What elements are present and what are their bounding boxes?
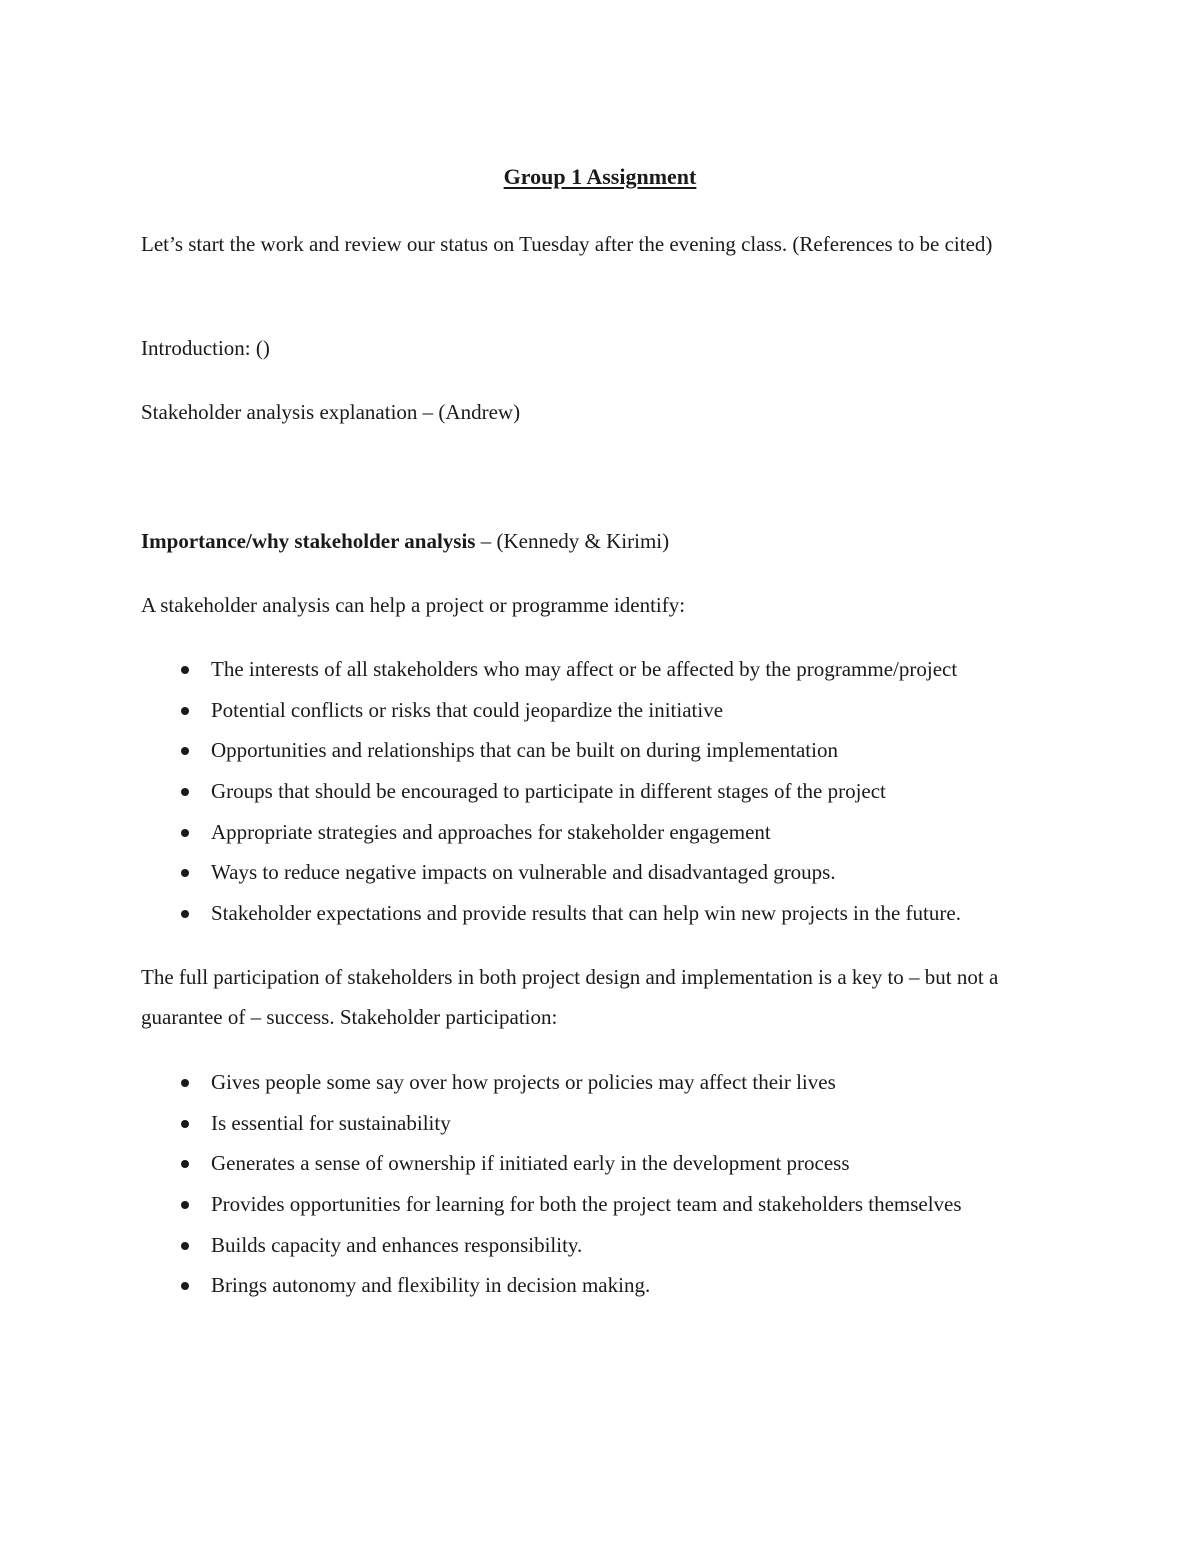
list-item — [141, 1143, 1081, 1184]
bullet-icon — [181, 707, 189, 715]
introduction-line: Introduction: () — [141, 336, 270, 360]
list-item — [141, 649, 1081, 690]
bullet-icon — [181, 829, 189, 837]
bullet-icon — [181, 1282, 189, 1290]
stakeholder-explanation-line: Stakeholder analysis explanation – (Andrew) — [141, 400, 521, 424]
importance-heading: Importance/why stakeholder analysis — [141, 529, 476, 553]
document-title: Group 1 Assignment — [503, 164, 697, 189]
helps-bullet-list — [141, 649, 1081, 934]
bullet-icon — [181, 1079, 189, 1087]
list-item — [141, 1265, 1081, 1306]
bullet-icon — [181, 747, 189, 755]
list-item-text: Gives people some say over how projects or policies may affect their lives — [211, 1070, 836, 1094]
bullet-icon — [181, 869, 189, 877]
bullet-icon — [181, 1160, 189, 1168]
list-item-text: Generates a sense of ownership if initiated early in the development process — [211, 1151, 850, 1176]
list-item-text: Is essential for sustainability — [211, 1110, 451, 1135]
list-item-text: Brings autonomy and flexibility in decision making. — [211, 1273, 651, 1298]
list-item-text: Ways to reduce negative impacts on vulnerable and disadvantaged groups. — [211, 860, 836, 885]
list-item — [141, 1062, 1081, 1103]
participation-bullet-list — [141, 1062, 1081, 1306]
list-item-text: Appropriate strategies and approaches for stakeholder engagement — [211, 819, 771, 844]
list-item — [141, 852, 1081, 893]
participation-paragraph: The full participation of stakeholders in both project design and implementation is a key to – but not a guarantee of – success. Stakeholder participation: — [141, 965, 999, 1029]
list-item — [141, 771, 1081, 812]
list-item-text: Opportunities and relationships that can be built on during implementation — [211, 738, 838, 763]
list-item — [141, 893, 1081, 934]
intro-note: Let’s start the work and review our status on Tuesday after the evening class. (References to be cited) — [141, 232, 993, 256]
bullet-icon — [181, 910, 189, 918]
bullet-icon — [181, 788, 189, 796]
list-item — [141, 812, 1081, 853]
bullet-icon — [181, 1242, 189, 1250]
helps-intro: A stakeholder analysis can help a project or programme identify: — [141, 593, 686, 617]
list-item-text: The interests of all stakeholders who may affect or be affected by the programme/project — [211, 657, 958, 681]
list-item-text: Stakeholder expectations and provide results that can help win new projects in the future. — [211, 901, 961, 926]
list-item — [141, 730, 1081, 771]
list-item — [141, 1184, 1081, 1225]
bullet-icon — [181, 1120, 189, 1128]
bullet-icon — [181, 1201, 189, 1209]
list-item-text: Potential conflicts or risks that could jeopardize the initiative — [211, 697, 724, 722]
list-item-text: Groups that should be encouraged to participate in different stages of the project — [211, 779, 886, 804]
list-item — [141, 1225, 1081, 1266]
list-item — [141, 1103, 1081, 1144]
bullet-icon — [181, 666, 189, 674]
importance-heading-line — [141, 521, 1066, 561]
importance-assignees: – (Kennedy & Kirimi) — [475, 529, 670, 553]
list-item-text: Builds capacity and enhances responsibility. — [211, 1232, 583, 1257]
list-item — [141, 690, 1081, 731]
list-item-text: Provides opportunities for learning for both the project team and stakeholders themselves — [211, 1192, 962, 1217]
